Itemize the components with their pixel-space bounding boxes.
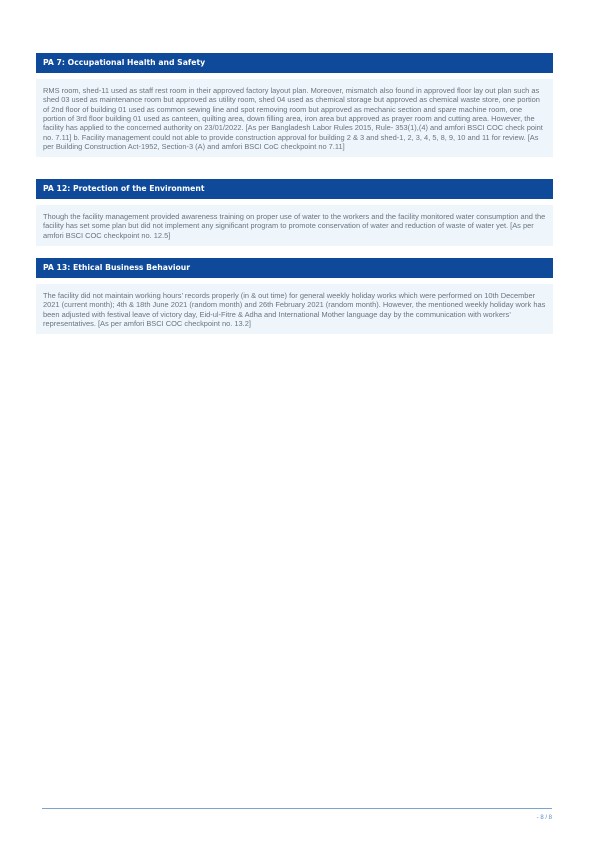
section-pa13: [36, 258, 553, 334]
section-body: Though the facility management provided awareness training on proper use of water to the workers and the facility monitored water consumption and the facility has set some plan but did not implement any significant program to promote conservation of water and reduction of waste of water yet. [As per amfori BSCI COC checkpoint no. 12.5]: [36, 205, 553, 246]
section-title: PA 7: Occupational Health and Safety: [36, 53, 553, 73]
page-number: - 8 / 8: [536, 815, 552, 821]
section-title: PA 13: Ethical Business Behaviour: [36, 258, 553, 278]
section-body: The facility did not maintain working hours’ records properly (in & out time) for general weekly holiday works which were performed on 10th December 2021 (current month); 4th & 18th June 2021 (random month) and 26th February 2021 (random month). However, the mentioned weekly holiday work has been adjusted with festival leave of victory day, Eid-ul-Fitre & Adha and International Mother language day by the communication with workers’ representatives. [As per amfori BSCI COC checkpoint no. 13.2]: [36, 284, 553, 334]
footer-divider: [42, 808, 552, 809]
section-pa7: [36, 53, 553, 157]
section-pa12: [36, 179, 553, 246]
section-title: PA 12: Protection of the Environment: [36, 179, 553, 199]
section-body: RMS room, shed-11 used as staff rest room in their approved factory layout plan. Moreover, mismatch also found in approved floor lay out plan such as shed 03 used as maintenance room but approved as utility room, shed 04 used as chemical storage but approved as chemical waste store, one portion of 2nd floor of building 01 used as common sewing line and spot removing room but approved as mechanic section and spare machine room, one portion of 3rd floor building 01 used as canteen, quilting area, down filling area, iron area but approved as prayer room and cutting area. However, the facility has applied to the concerned authority on 23/01/2022. [As per Bangladesh Labor Rules 2015, Rule- 353(1),(4) and amfori BSCI COC check point no. 7.11] b. Facility management could not able to provide construction approval for building 2 & 3 and shed-1, 2, 3, 4, 5, 8, 9, 10 and 11 for review. [As per Building Construction Act-1952, Section-3 (A) and amfori BSCI CoC checkpoint no 7.11]: [36, 79, 553, 157]
